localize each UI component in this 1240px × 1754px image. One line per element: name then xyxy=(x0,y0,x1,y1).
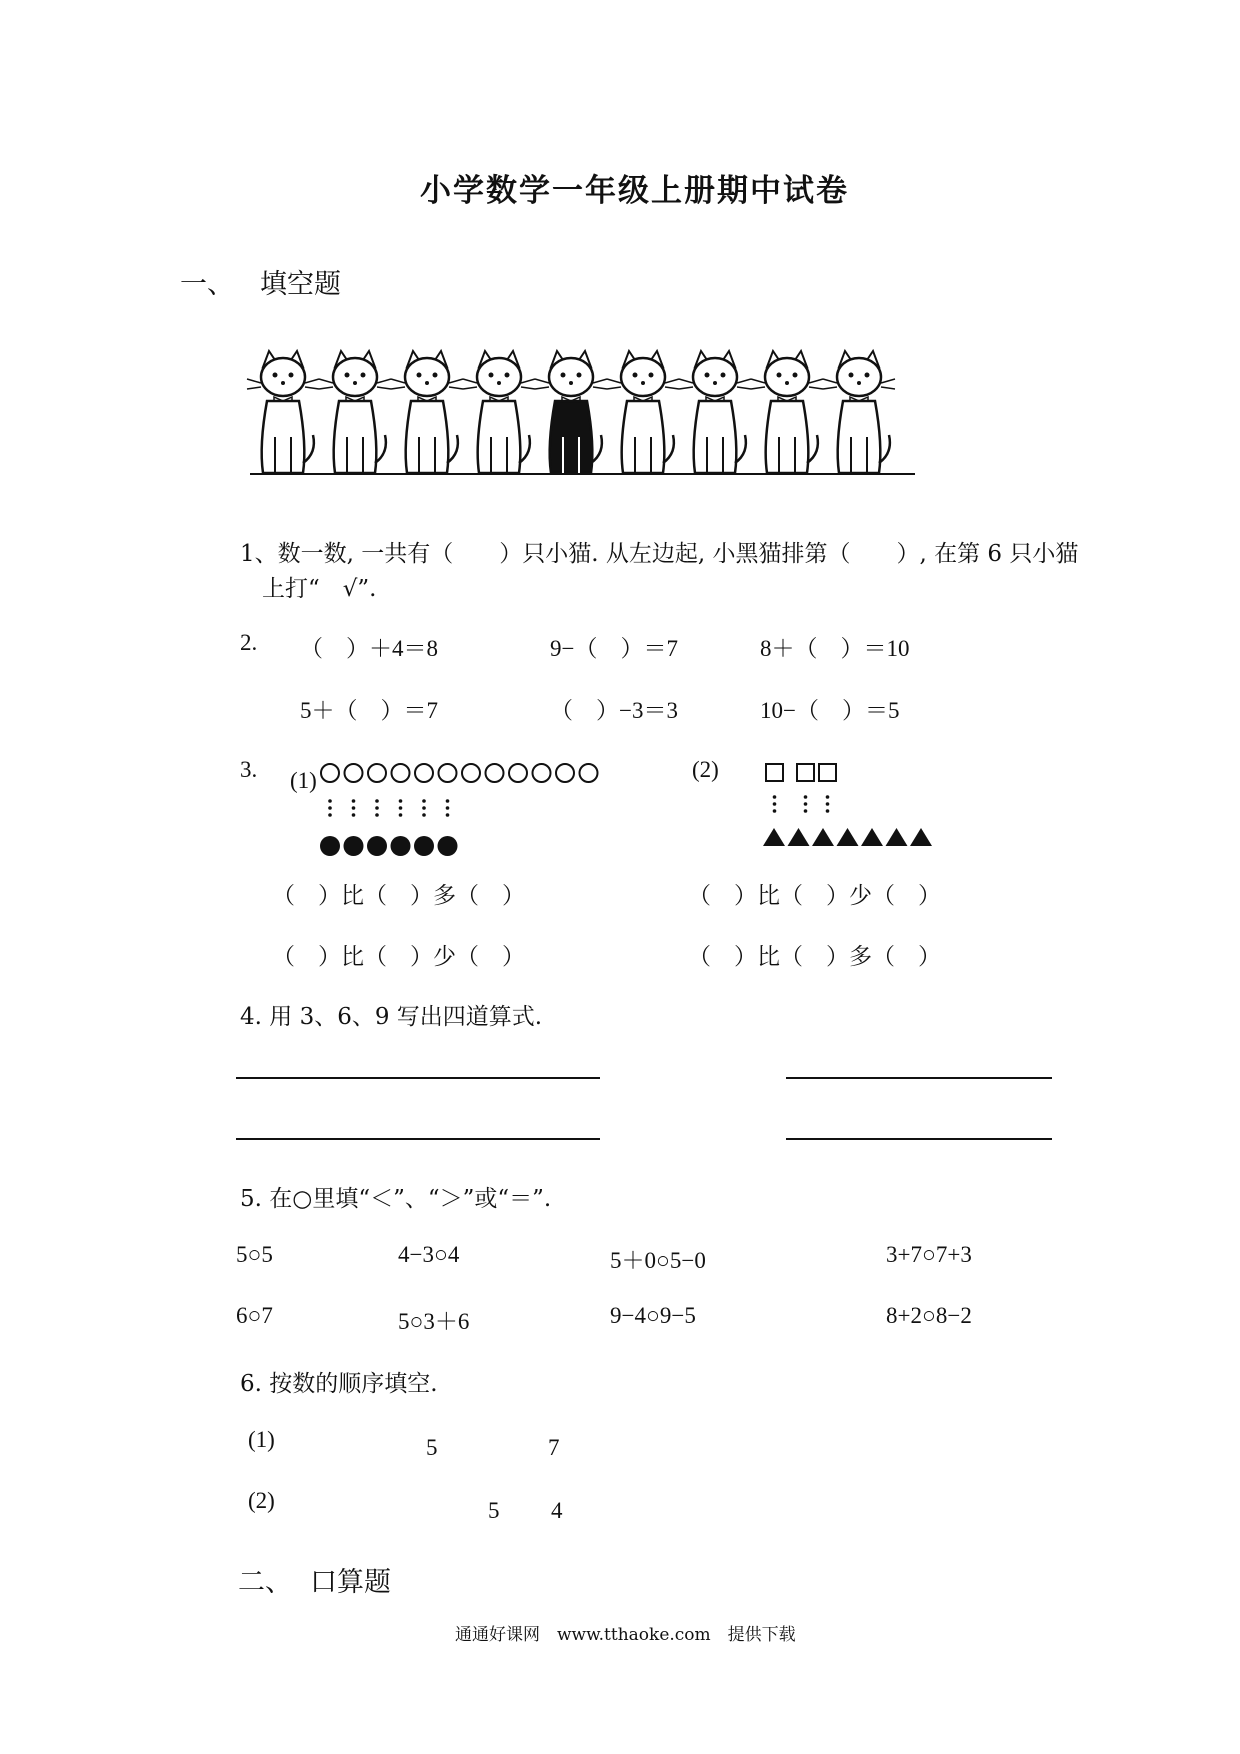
connector-dot xyxy=(328,813,332,817)
part-1-label: (1) xyxy=(290,768,317,793)
connector-dot xyxy=(826,809,830,813)
comparison-item: 4−3○4 xyxy=(398,1242,460,1267)
part-2-label: (2) xyxy=(692,757,719,782)
filled-circle xyxy=(414,836,434,856)
connector-dot xyxy=(328,799,332,803)
section-1-number: 一、 xyxy=(180,269,234,300)
open-circle xyxy=(439,764,457,782)
page-title: 小学数学一年级上册期中试卷 xyxy=(420,173,849,209)
filled-circle xyxy=(320,836,340,856)
equation: 8＋（ ）＝10 xyxy=(760,636,910,661)
footer-source: 通通好课网 www.tthaoke.com 提供下载 xyxy=(455,1625,796,1645)
connector-dot xyxy=(826,795,830,799)
connector-dot xyxy=(375,799,379,803)
connector-dot xyxy=(328,806,332,810)
open-circle xyxy=(462,764,480,782)
open-circle xyxy=(533,764,551,782)
connector-dot xyxy=(804,809,808,813)
connector-dot xyxy=(375,806,379,810)
connector-dot xyxy=(399,813,403,817)
open-circle xyxy=(556,764,574,782)
equation: 5＋（ ）＝7 xyxy=(300,698,438,723)
filled-triangle xyxy=(886,828,908,846)
open-circle xyxy=(415,764,433,782)
filled-triangle xyxy=(837,828,859,846)
equation: （ ）＋4＝8 xyxy=(300,636,438,661)
connector-dot xyxy=(352,813,356,817)
filled-triangle xyxy=(763,828,785,846)
connector-dot xyxy=(826,802,830,806)
filled-triangle xyxy=(910,828,932,846)
connector-dot xyxy=(773,809,777,813)
square xyxy=(766,764,783,781)
connector-dot xyxy=(399,799,403,803)
sequence-1-label: (1) xyxy=(248,1427,275,1452)
section-1-label: 填空题 xyxy=(260,269,341,300)
question-2-number: 2. xyxy=(240,630,258,655)
open-circle xyxy=(486,764,504,782)
connector-dot xyxy=(399,806,403,810)
equation: 9−（ ）＝7 xyxy=(550,636,678,661)
sequence-1-value: 7 xyxy=(548,1435,560,1460)
sequence-2-label: (2) xyxy=(248,1488,275,1513)
comparison-item: 9−4○9−5 xyxy=(610,1303,696,1328)
comparison-item: 5○3＋6 xyxy=(398,1309,470,1334)
compare-more-left: （ ）比（ ）多（ ） xyxy=(272,883,525,909)
connector-dot xyxy=(375,813,379,817)
filled-circle xyxy=(438,836,458,856)
connector-dot xyxy=(446,806,450,810)
question-5-text: 5. 在○里填“＜”、“＞”或“＝”. xyxy=(240,1186,552,1212)
open-circle xyxy=(368,764,386,782)
square xyxy=(797,764,814,781)
filled-circle xyxy=(391,836,411,856)
answer-line[interactable] xyxy=(786,1138,1052,1140)
answer-line[interactable] xyxy=(786,1077,1052,1079)
question-1-line-2: 上打“ √”. xyxy=(262,576,377,602)
equation: （ ）−3＝3 xyxy=(550,698,678,723)
comparison-item: 3+7○7+3 xyxy=(886,1242,972,1267)
question-3-number: 3. xyxy=(240,757,258,782)
question-4-text: 4. 用 3、6、9 写出四道算式. xyxy=(240,1004,543,1030)
connector-dot xyxy=(422,813,426,817)
question-1-line-1: 1、数一数, 一共有（ ）只小猫. 从左边起, 小黑猫排第（ ）, 在第 6 只小猫 xyxy=(240,541,1079,567)
connector-dot xyxy=(804,802,808,806)
open-circle xyxy=(345,764,363,782)
comparison-item: 6○7 xyxy=(236,1303,273,1328)
filled-triangle xyxy=(861,828,883,846)
connector-dot xyxy=(446,799,450,803)
comparison-item: 5○5 xyxy=(236,1242,273,1267)
connector-dot xyxy=(422,799,426,803)
open-circle xyxy=(392,764,410,782)
sequence-1-value: 5 xyxy=(426,1435,438,1460)
answer-line[interactable] xyxy=(236,1077,600,1079)
section-2-number: 二、 xyxy=(238,1567,292,1598)
filled-circle xyxy=(344,836,364,856)
connector-dot xyxy=(422,806,426,810)
sequence-2-value: 4 xyxy=(551,1498,563,1523)
compare-more-right: （ ）比（ ）多（ ） xyxy=(688,944,941,970)
connector-dot xyxy=(773,802,777,806)
compare-less-left: （ ）比（ ）少（ ） xyxy=(272,944,525,970)
section-2-label: 口算题 xyxy=(310,1567,391,1598)
open-circle xyxy=(509,764,527,782)
open-circle xyxy=(580,764,598,782)
connector-dot xyxy=(773,795,777,799)
sequence-2-value: 5 xyxy=(488,1498,500,1523)
comparison-item: 8+2○8−2 xyxy=(886,1303,972,1328)
equation: 10−（ ）＝5 xyxy=(760,698,900,723)
compare-less-right: （ ）比（ ）少（ ） xyxy=(688,883,941,909)
filled-triangle xyxy=(812,828,834,846)
connector-dot xyxy=(446,813,450,817)
connector-dot xyxy=(352,806,356,810)
answer-line[interactable] xyxy=(236,1138,600,1140)
open-circle xyxy=(321,764,339,782)
filled-triangle xyxy=(788,828,810,846)
square xyxy=(819,764,836,781)
filled-circle xyxy=(367,836,387,856)
question-6-text: 6. 按数的顺序填空. xyxy=(240,1371,438,1397)
connector-dot xyxy=(804,795,808,799)
connector-dot xyxy=(352,799,356,803)
comparison-item: 5＋0○5−0 xyxy=(610,1248,706,1273)
